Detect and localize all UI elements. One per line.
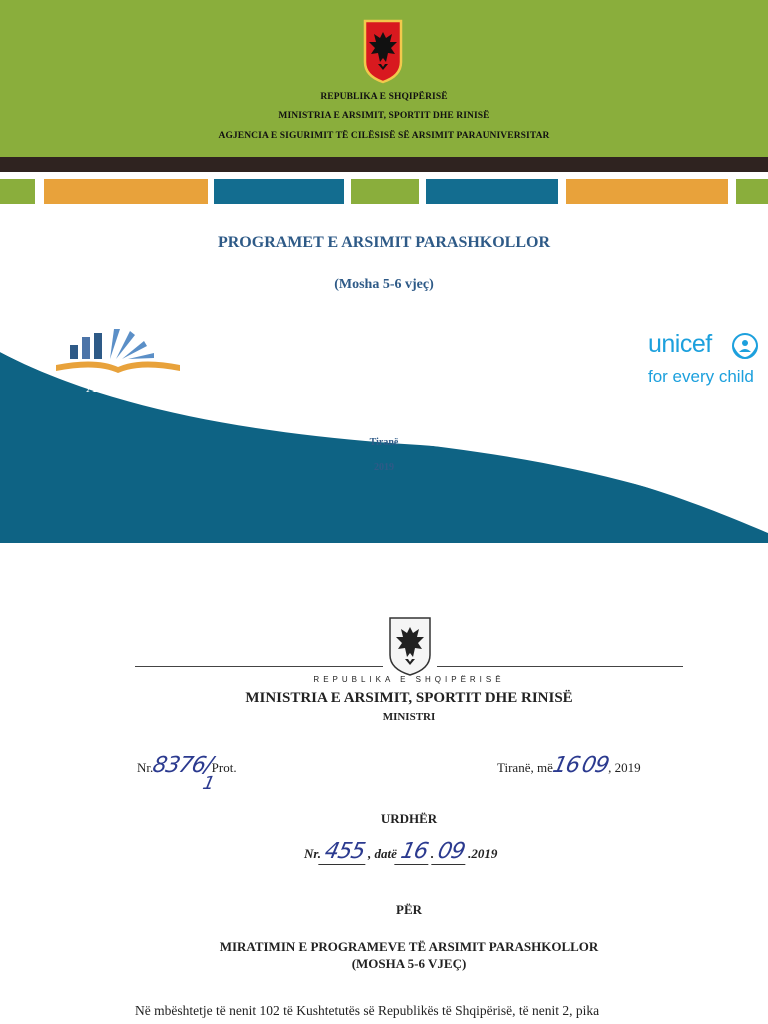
unicef-tagline: for every child — [648, 367, 754, 386]
tirane-prefix: Tiranë, më — [497, 760, 553, 775]
order-page — [0, 543, 768, 1024]
strip-segment — [736, 179, 768, 204]
urdher-heading: URDHËR — [380, 811, 438, 826]
prot-label: Prot. — [211, 760, 237, 775]
order-year: .2019 — [468, 846, 498, 861]
unicef-wordmark: unicef — [648, 330, 712, 358]
ministry-name: MINISTRIA E ARSIMIT, SPORTIT DHE RINISË — [245, 690, 573, 706]
order-place-date — [497, 753, 641, 778]
strip-segment — [44, 179, 208, 204]
order-subject — [0, 938, 768, 972]
header-rule-left — [135, 666, 383, 667]
strip-segment — [351, 179, 419, 204]
albania-emblem-icon — [362, 18, 404, 84]
handwritten-protocol-number: 8376/ — [150, 753, 215, 778]
strip-segment — [214, 179, 344, 204]
protocol-number — [137, 753, 237, 794]
cover-year: 2019 — [374, 462, 394, 473]
ascap-logo-icon — [56, 325, 180, 383]
strip-segment — [566, 179, 728, 204]
ascap-logo-text: ASCAP — [86, 380, 140, 396]
header-line-republic: REPUBLIKA E SHQIPËRISË — [320, 92, 448, 102]
order-nr-prefix: Nr. — [304, 846, 321, 861]
handwritten-order-day: 16 — [394, 839, 434, 865]
header-line-agency: AGJENCIA E SIGURIMIT TË CILËSISË SË ARSIMIT PARAUNIVERSITAR — [218, 131, 550, 141]
order-body-text: Në mbështetje të nenit 102 të Kushtetutës së Republikës të Shqipërisë, të nenit 2, pika — [135, 1003, 600, 1018]
strip-segment — [0, 179, 35, 204]
date-year: , 2019 — [608, 760, 641, 775]
ministri-label: MINISTRI — [382, 711, 436, 723]
strip-segment — [426, 179, 558, 204]
order-subject-line1: MIRATIMIN E PROGRAMEVE TË ARSIMIT PARASHKOLLOR — [219, 939, 599, 954]
cover-title: PROGRAMET E ARSIMIT PARASHKOLLOR — [217, 234, 551, 251]
nr-prefix: Nr. — [137, 760, 154, 775]
handwritten-order-month: 09 — [431, 839, 471, 865]
order-subject-line2: (MOSHA 5-6 VJEÇ) — [351, 956, 467, 971]
header-line-ministry: MINISTRIA E ARSIMIT, SPORTIT DHE RINISË — [278, 111, 490, 121]
handwritten-day: 16 — [550, 753, 582, 778]
unicef-globe-icon — [731, 332, 759, 360]
handwritten-month: 09 — [579, 753, 611, 778]
albania-emblem-icon — [387, 615, 433, 677]
per-heading: PËR — [396, 902, 422, 917]
handwritten-order-number: 455 — [318, 839, 371, 865]
order-number-line: Nr.455, datë16.09.2019 — [304, 839, 498, 864]
cover-place: Tiranë — [369, 437, 399, 448]
cover-subtitle: (Mosha 5-6 vjeç) — [334, 277, 434, 292]
header-rule-right — [437, 666, 683, 667]
dark-divider-bar — [0, 157, 768, 172]
republic-small-caps: REPUBLIKA E SHQIPËRISË — [313, 675, 505, 684]
handwritten-protocol-sub: 1 — [200, 773, 216, 794]
order-date-label: , datë — [367, 846, 397, 861]
